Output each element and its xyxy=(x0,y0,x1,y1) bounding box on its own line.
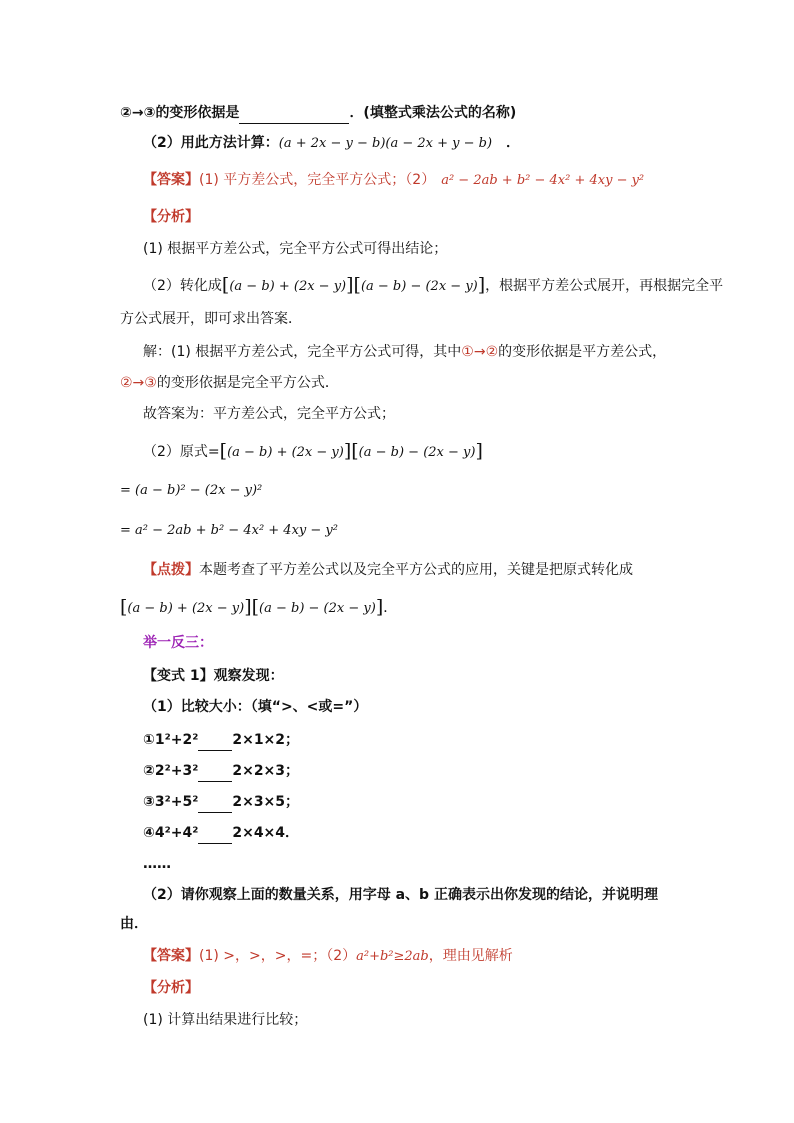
item-left: 2²+3² xyxy=(154,763,199,779)
answer-1 xyxy=(143,170,644,191)
tip-text: 本题考查了平方差公式以及完全平方公式的应用，关键是把原式转化成 xyxy=(199,562,633,578)
ellipsis: …… xyxy=(143,856,171,872)
item-number: ① xyxy=(143,732,155,748)
solution-1-red: ①→② xyxy=(461,344,499,360)
answer-blank[interactable] xyxy=(239,103,349,124)
item-number: ④ xyxy=(143,825,155,841)
item-right: 2×1×2； xyxy=(232,732,300,748)
q2-end: ． xyxy=(506,135,521,151)
basis-prefix: ②→③的变形依据是 xyxy=(120,105,240,121)
solution-line-1 xyxy=(143,342,666,362)
solution-line-3: 故答案为：平方差公式，完全平方公式； xyxy=(143,406,395,422)
analysis-tag: 【分析】 xyxy=(143,209,199,225)
tip-tag: 【点拨】 xyxy=(143,562,199,578)
item-right: 2×4×4． xyxy=(232,825,300,841)
compare-item-4 xyxy=(143,823,299,844)
answer-tag: 【答案】 xyxy=(143,172,199,188)
answer-2 xyxy=(143,946,513,967)
item-right: 2×3×5； xyxy=(232,794,300,810)
compare-blank-4[interactable] xyxy=(198,823,232,844)
analysis-point-2: （2）转化成[(a − b) + (2x − y)][(a − b) − (2x − y)]，根据平方差公式展开，再根据完全平 xyxy=(143,274,724,296)
analysis-point-3: 方公式展开，即可求出答案． xyxy=(120,311,302,327)
analysis-p2-expr2: (a − b) − (2x − y) xyxy=(360,279,478,294)
item-number: ③ xyxy=(143,794,155,810)
q2-label: （2）用此方法计算： xyxy=(143,135,279,151)
variant-title: 【变式 1】观察发现： xyxy=(143,668,284,684)
answer-1-expression: a² − 2ab + b² − 4x² + 4xy − y² xyxy=(441,173,645,188)
item-left: 1²+2² xyxy=(154,732,199,748)
solution-4-expr1: (a − b) + (2x − y) xyxy=(227,445,344,460)
analysis-2-point-1: (1) 计算出结果进行比较； xyxy=(143,1012,308,1028)
answer-2-suffix: ，理由见解析 xyxy=(428,948,513,964)
solution-2b: 的变形依据是完全平方公式． xyxy=(156,375,339,391)
analysis-2-tag: 【分析】 xyxy=(143,980,199,996)
tip-line-2: [(a − b) + (2x − y)][(a − b) − (2x − y)]． xyxy=(120,596,398,618)
solution-1b: 的变形依据是平方差公式， xyxy=(498,344,667,360)
compare-item-2 xyxy=(143,761,299,782)
item-left: 3²+5² xyxy=(154,794,199,810)
solution-2-red: ②→③ xyxy=(120,375,157,391)
analysis-p2-expr1: (a − b) + (2x − y) xyxy=(229,279,347,294)
compare-item-1 xyxy=(143,730,299,751)
compare-blank-2[interactable] xyxy=(198,761,232,782)
compare-blank-1[interactable] xyxy=(198,730,232,751)
item-number: ② xyxy=(143,763,155,779)
compare-blank-3[interactable] xyxy=(198,792,232,813)
item-left: 4²+4² xyxy=(154,825,199,841)
answer-2-expression: a²+b²≥2ab xyxy=(356,949,429,964)
analysis-p2-suffix: ，根据平方差公式展开，再根据完全平 xyxy=(485,278,724,294)
basis-suffix: ．(填整式乘法公式的名称) xyxy=(349,105,517,121)
variant-q2-line-2: 由． xyxy=(120,916,148,932)
section-title: 举一反三： xyxy=(143,635,213,651)
answer-2-text: (1) >，>，>，=；（2） xyxy=(199,948,357,964)
solution-4-prefix: （2）原式= xyxy=(143,444,220,460)
answer-tag: 【答案】 xyxy=(143,948,199,964)
solution-line-5: = (a − b)² − (2x − y)² xyxy=(120,483,263,498)
solution-line-4: （2）原式=[(a − b) + (2x − y)][(a − b) − (2x − y)] xyxy=(143,440,483,462)
variant-q2-line-1: （2）请你观察上面的数量关系，用字母 a、b 正确表示出你发现的结论，并说明理 xyxy=(143,887,658,903)
solution-line-6: = a² − 2ab + b² − 4x² + 4xy − y² xyxy=(120,523,338,538)
tip-expr1: (a − b) + (2x − y) xyxy=(127,601,245,616)
tip-expr2: (a − b) − (2x − y) xyxy=(259,601,376,616)
answer-1-text: (1) 平方差公式，完全平方公式；（2） xyxy=(199,172,436,188)
solution-line-2 xyxy=(120,373,339,393)
solution-1a: 解：(1) 根据平方差公式，完全平方公式可得，其中 xyxy=(143,344,462,360)
tip-end: ． xyxy=(383,600,398,616)
item-right: 2×2×3； xyxy=(232,763,300,779)
variant-q1: （1）比较大小：（填“>、<或=”） xyxy=(143,699,368,715)
solution-4-expr2: (a − b) − (2x − y) xyxy=(358,445,476,460)
analysis-p2-prefix: （2）转化成 xyxy=(143,278,222,294)
analysis-point-1: (1) 根据平方差公式，完全平方公式可得出结论； xyxy=(143,241,448,257)
tip-line-1 xyxy=(143,560,633,580)
compare-item-3 xyxy=(143,792,299,813)
basis-question xyxy=(120,103,516,124)
question-2 xyxy=(143,133,520,154)
q2-expression: (a + 2x − y − b)(a − 2x + y − b) xyxy=(278,136,493,151)
